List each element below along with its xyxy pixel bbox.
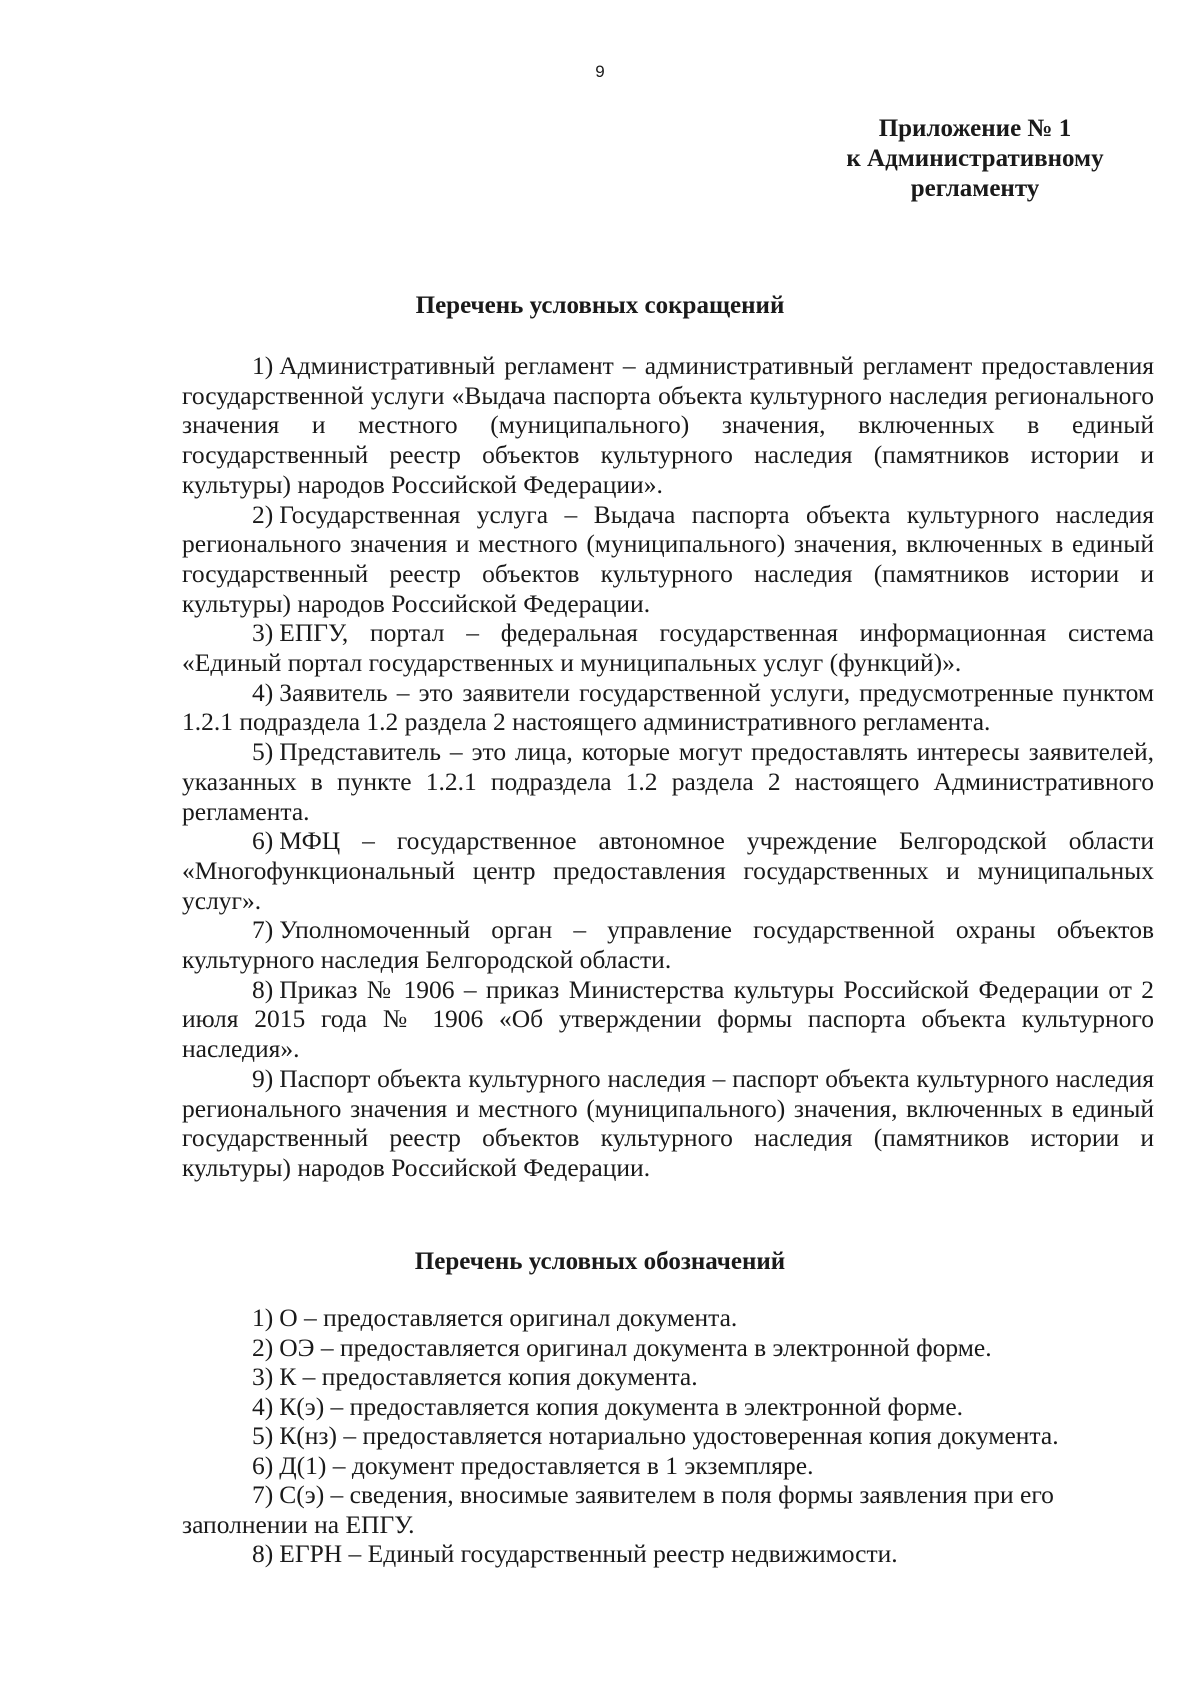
item-number: 8): [252, 1539, 274, 1568]
item-text: Д(1) – документ предоставляется в 1 экземпляре.: [279, 1450, 814, 1480]
appendix-header: [820, 114, 1130, 204]
item-text: К – предоставляется копия документа.: [279, 1362, 698, 1391]
item-text: Административный регламент – административный регламент предоставления государственной услуги «Выдача паспорта объекта культурного наследия регионального значения и местного (муниципального) значения, включенных в единый государственный реестр объектов культурного наследия (памятников истории и культуры) народов Российской Федерации».: [182, 351, 1154, 499]
item-number: 8): [252, 974, 274, 1004]
item-number: 4): [252, 677, 274, 707]
item-number: 2): [252, 1332, 274, 1362]
item-text: ЕГРН – Единый государственный реестр недвижимости.: [279, 1539, 898, 1568]
list-item: [182, 1451, 1154, 1481]
item-number: 9): [252, 1063, 274, 1093]
item-number: 7): [252, 915, 274, 945]
list-item: [182, 1421, 1154, 1451]
item-number: 3): [252, 1362, 274, 1391]
list-item: [182, 1064, 1154, 1183]
item-text: Приказ № 1906 – приказ Министерства культуры Российской Федерации от 2 июля 2015 года № 1906 «Об утверждении формы паспорта объекта культурного наследия».: [182, 974, 1154, 1064]
list-item: [182, 1539, 1154, 1569]
list-item: [182, 678, 1154, 737]
list-item: [182, 826, 1154, 915]
item-number: 6): [252, 826, 274, 856]
item-number: 1): [252, 351, 274, 380]
item-text: К(э) – предоставляется копия документа в электронной форме.: [279, 1391, 964, 1421]
list-item: [182, 1303, 1154, 1333]
list-item: [182, 1333, 1154, 1363]
item-text: Уполномоченный орган – управление государственной охраны объектов культурного наследия Белгородской области.: [182, 915, 1154, 975]
list-item: [182, 618, 1154, 677]
item-number: 4): [252, 1391, 274, 1421]
item-text: О – предоставляется оригинал документа.: [279, 1303, 738, 1332]
item-text: Заявитель – это заявители государственной услуги, предусмотренные пунктом 1.2.1 подраздела 1.2 раздела 2 настоящего административного регламента.: [182, 677, 1154, 737]
item-number: 5): [252, 737, 274, 767]
item-text: С(э) – сведения, вносимые заявителем в поля формы заявления при его заполнении на ЕПГУ.: [182, 1480, 1054, 1539]
symbols-list: [182, 1303, 1154, 1569]
abbreviations-title: Перечень условных сокращений: [415, 292, 785, 319]
item-number: 6): [252, 1450, 274, 1480]
item-number: 3): [252, 618, 274, 648]
list-item: [182, 737, 1154, 826]
appendix-line-1: Приложение № 1: [878, 115, 1072, 142]
item-text: Государственная услуга – Выдача паспорта объекта культурного наследия регионального значения и местного (муниципального) значения, включенных в единый государственный реестр объектов культурного наследия (памятников истории и культуры) народов Российской Федерации.: [182, 499, 1154, 618]
item-text: ОЭ – предоставляется оригинал документа в электронной форме.: [279, 1332, 992, 1362]
item-text: Паспорт объекта культурного наследия – паспорт объекта культурного наследия регионального значения и местного (муниципального) значения, включенных в единый государственный реестр объектов культурного наследия (памятников истории и культуры) народов Российской Федерации.: [182, 1063, 1154, 1182]
item-number: 2): [252, 499, 274, 529]
item-number: 7): [252, 1480, 274, 1509]
appendix-line-2: к Административному: [846, 145, 1104, 172]
list-item: [182, 1480, 1154, 1539]
list-item: [182, 500, 1154, 619]
item-text: ЕПГУ, портал – федеральная государственная информационная система «Единый портал государственных и муниципальных услуг (функций)».: [182, 618, 1154, 678]
list-item: [182, 1362, 1154, 1392]
item-number: 5): [252, 1421, 274, 1450]
list-item: [182, 351, 1154, 500]
item-number: 1): [252, 1303, 274, 1332]
item-text: МФЦ – государственное автономное учреждение Белгородской области «Многофункциональный центр предоставления государственных и муниципальных услуг».: [182, 826, 1154, 915]
symbols-title: Перечень условных обозначений: [414, 1248, 786, 1275]
page-number: 9: [595, 62, 605, 81]
list-item: [182, 975, 1154, 1064]
item-text: К(нз) – предоставляется нотариально удостоверенная копия документа.: [279, 1421, 1059, 1450]
list-item: [182, 915, 1154, 974]
appendix-line-3: регламенту: [910, 175, 1040, 202]
list-item: [182, 1392, 1154, 1422]
item-text: Представитель – это лица, которые могут предоставлять интересы заявителей, указанных в пункте 1.2.1 подраздела 1.2 раздела 2 настоящего Административного регламента.: [182, 737, 1154, 826]
abbreviations-list: [182, 351, 1154, 1183]
